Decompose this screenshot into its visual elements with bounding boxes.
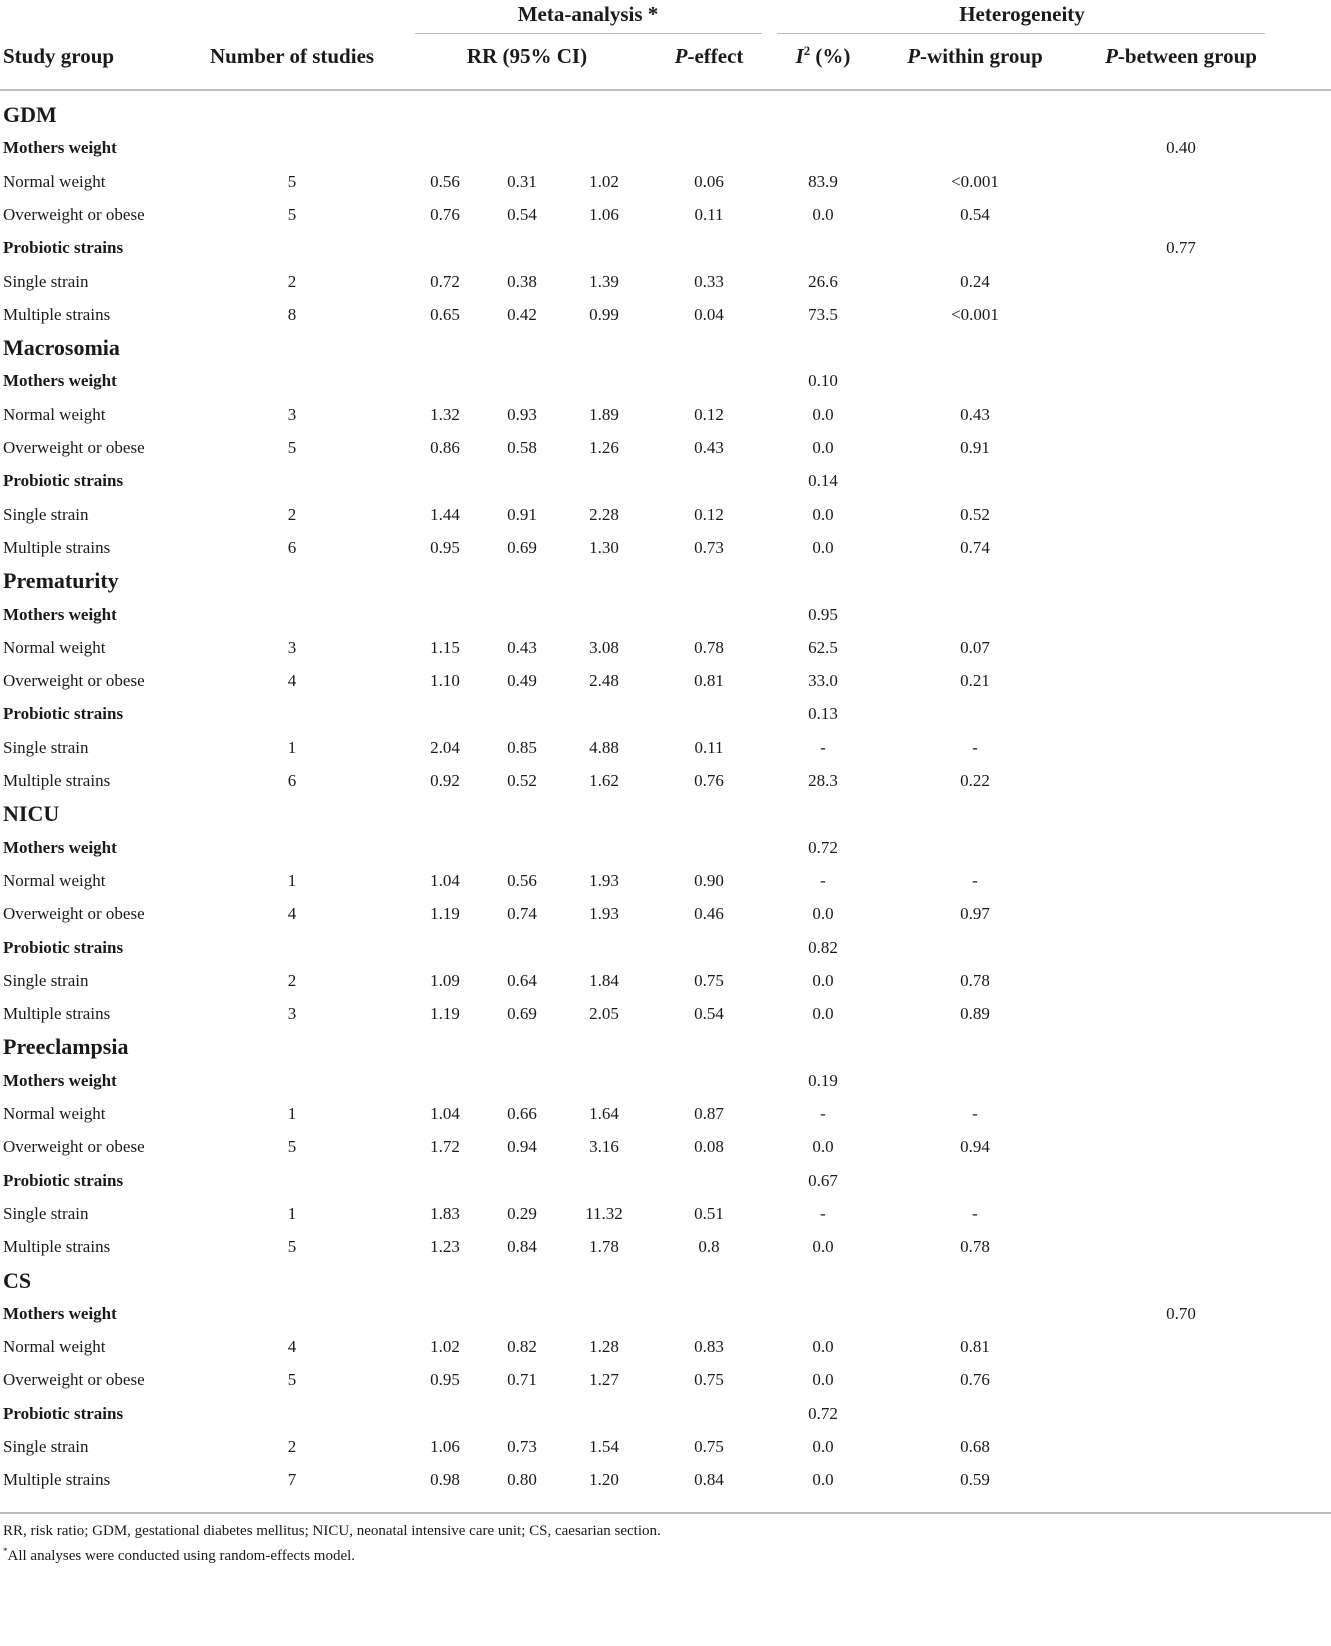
cell-p-within: 0.89: [960, 1004, 990, 1024]
subgroup-between-p: 0.77: [1166, 238, 1196, 258]
group-heading: Preeclampsia: [3, 1034, 129, 1060]
cell-ci-upper: 0.99: [589, 304, 619, 324]
cell-rr: 0.56: [430, 171, 460, 191]
cell-ci-upper: 3.16: [589, 1137, 619, 1157]
cell-p-effect: 0.84: [694, 1470, 724, 1490]
row-label: Multiple strains: [3, 304, 111, 324]
header-heterogeneity: Heterogeneity: [959, 2, 1085, 26]
group-heading: Prematurity: [3, 568, 119, 594]
row-label: Normal weight: [3, 171, 106, 191]
cell-ci-lower: 0.71: [507, 1370, 537, 1390]
cell-number-of-studies: 5: [287, 204, 297, 224]
cell-p-within: 0.94: [960, 1137, 990, 1157]
cell-ci-upper: 4.88: [589, 737, 619, 757]
cell-i2: 0.0: [812, 1237, 834, 1257]
cell-p-within: 0.76: [960, 1370, 990, 1390]
cell-p-within: 0.54: [960, 204, 990, 224]
cell-p-within: <0.001: [951, 171, 999, 191]
header-number-of-studies: Number of studies: [209, 44, 375, 68]
table-bottom-rule: [0, 1512, 1331, 1514]
cell-p-effect: 0.08: [694, 1137, 724, 1157]
cell-rr: 1.04: [430, 870, 460, 890]
cell-p-effect: 0.11: [694, 204, 724, 224]
cell-p-effect: 0.12: [694, 504, 724, 524]
cell-p-effect: 0.54: [694, 1004, 724, 1024]
cell-rr: 0.76: [430, 204, 460, 224]
cell-ci-upper: 1.26: [589, 438, 619, 457]
subgroup-between-p: 0.95: [808, 604, 838, 624]
header-p-effect: P-effect: [674, 44, 744, 68]
cell-ci-lower: 0.42: [507, 304, 537, 324]
subgroup-between-p: 0.13: [808, 704, 838, 724]
subgroup-between-p: 0.72: [808, 837, 838, 857]
cell-p-effect: 0.83: [694, 1337, 724, 1357]
cell-number-of-studies: 2: [287, 970, 297, 990]
row-label: Normal weight: [3, 637, 106, 657]
cell-p-within: -: [972, 1104, 978, 1123]
cell-p-within: 0.68: [960, 1437, 990, 1456]
row-label: Single strain: [3, 970, 89, 990]
cell-ci-upper: 2.28: [589, 504, 619, 524]
cell-p-within: 0.78: [960, 1237, 990, 1257]
subgroup-between-p: 0.40: [1166, 138, 1196, 158]
row-label: Multiple strains: [3, 537, 111, 557]
cell-ci-lower: 0.94: [507, 1137, 537, 1157]
cell-i2: 62.5: [808, 637, 838, 657]
row-label: Normal weight: [3, 1104, 106, 1123]
cell-p-within: 0.22: [960, 771, 990, 790]
cell-ci-lower: 0.31: [507, 171, 537, 191]
cell-i2: 33.0: [808, 671, 838, 691]
row-label: Overweight or obese: [3, 438, 145, 457]
cell-p-effect: 0.76: [694, 771, 724, 790]
cell-rr: 1.19: [430, 1004, 460, 1024]
cell-p-effect: 0.81: [694, 671, 724, 691]
cell-p-effect: 0.73: [694, 537, 724, 557]
subgroup-between-p: 0.14: [808, 471, 838, 491]
header-p-within-group: P-within group: [907, 44, 1043, 68]
cell-p-within: -: [972, 870, 978, 890]
cell-ci-upper: 1.84: [589, 970, 619, 990]
cell-rr: 1.72: [430, 1137, 460, 1157]
footnote-abbreviations: RR, risk ratio; GDM, gestational diabetes mellitus; NICU, neonatal intensive care unit; CS, caesarian section.: [3, 1523, 661, 1539]
cell-p-effect: 0.75: [694, 1437, 724, 1456]
cell-p-within: 0.24: [960, 271, 990, 291]
cell-ci-lower: 0.80: [507, 1470, 537, 1490]
cell-rr: 1.09: [430, 970, 460, 990]
cell-rr: 2.04: [430, 737, 460, 757]
cell-p-within: 0.74: [960, 537, 990, 557]
header-meta-analysis: Meta-analysis *: [517, 2, 659, 26]
cell-i2: 0.0: [812, 504, 834, 524]
row-label: Overweight or obese: [3, 1370, 145, 1390]
subgroup-between-p: 0.67: [808, 1170, 838, 1190]
cell-rr: 0.65: [430, 304, 460, 324]
row-label: Multiple strains: [3, 771, 111, 790]
cell-ci-upper: 2.48: [589, 671, 619, 691]
cell-ci-lower: 0.56: [507, 870, 537, 890]
subgroup-heading: Probiotic strains: [3, 1403, 124, 1423]
footnote-random-effects: *All analyses were conducted using random-effects model.: [3, 1546, 356, 1564]
subgroup-between-p: 0.10: [808, 371, 838, 391]
cell-ci-lower: 0.69: [507, 537, 537, 557]
cell-p-within: 0.59: [960, 1470, 990, 1490]
cell-ci-lower: 0.43: [507, 637, 537, 657]
cell-i2: 0.0: [812, 970, 834, 990]
cell-ci-lower: 0.58: [507, 438, 537, 457]
meta-analysis-rule: [415, 33, 762, 34]
cell-p-effect: 0.12: [694, 404, 724, 424]
cell-number-of-studies: 5: [287, 1237, 297, 1257]
cell-p-within: 0.43: [960, 404, 990, 424]
subgroup-heading: Probiotic strains: [3, 471, 124, 491]
cell-ci-upper: 11.32: [585, 1203, 623, 1223]
subgroup-heading: Mothers weight: [3, 371, 117, 391]
cell-rr: 1.19: [430, 904, 460, 924]
subgroup-between-p: 0.70: [1166, 1303, 1196, 1323]
row-label: Single strain: [3, 1437, 89, 1456]
cell-ci-lower: 0.85: [507, 737, 537, 757]
cell-number-of-studies: 1: [287, 737, 297, 757]
cell-number-of-studies: 2: [287, 504, 297, 524]
cell-p-within: -: [972, 737, 978, 757]
cell-rr: 0.95: [430, 537, 460, 557]
cell-p-within: 0.07: [960, 637, 990, 657]
cell-ci-upper: 1.20: [589, 1470, 619, 1490]
cell-number-of-studies: 3: [287, 637, 297, 657]
row-label: Single strain: [3, 1203, 89, 1223]
cell-ci-upper: 1.30: [589, 537, 619, 557]
subgroup-between-p: 0.19: [808, 1070, 838, 1090]
group-heading: Macrosomia: [3, 335, 120, 361]
subgroup-heading: Mothers weight: [3, 604, 117, 624]
group-heading: CS: [3, 1267, 32, 1293]
group-heading: NICU: [3, 801, 60, 827]
cell-ci-upper: 1.02: [589, 171, 619, 191]
cell-p-within: 0.97: [960, 904, 990, 924]
row-label: Normal weight: [3, 404, 106, 424]
cell-i2: 0.0: [812, 1137, 834, 1157]
heterogeneity-rule: [777, 33, 1265, 34]
subgroup-between-p: 0.72: [808, 1403, 838, 1423]
cell-i2: 0.0: [812, 204, 834, 224]
cell-rr: 0.98: [430, 1470, 460, 1490]
cell-p-effect: 0.33: [694, 271, 724, 291]
cell-ci-lower: 0.52: [507, 771, 537, 790]
row-label: Single strain: [3, 504, 89, 524]
row-label: Overweight or obese: [3, 671, 145, 691]
cell-number-of-studies: 4: [287, 1337, 297, 1357]
cell-i2: 26.6: [808, 271, 838, 291]
cell-number-of-studies: 5: [287, 171, 297, 191]
cell-rr: 1.15: [430, 637, 460, 657]
cell-p-effect: 0.11: [694, 737, 724, 757]
cell-p-within: 0.91: [960, 438, 990, 457]
cell-i2: 0.0: [812, 1337, 834, 1357]
cell-p-within: <0.001: [951, 304, 999, 324]
cell-ci-upper: 1.62: [589, 771, 619, 790]
cell-rr: 1.10: [430, 671, 460, 691]
cell-ci-lower: 0.74: [507, 904, 537, 924]
cell-number-of-studies: 8: [287, 304, 297, 324]
cell-rr: 1.06: [430, 1437, 460, 1456]
cell-p-effect: 0.51: [694, 1203, 724, 1223]
cell-i2: 73.5: [808, 304, 838, 324]
cell-ci-upper: 1.54: [589, 1437, 619, 1456]
cell-i2: 83.9: [808, 171, 838, 191]
cell-i2: 0.0: [812, 1470, 834, 1490]
cell-i2: 0.0: [812, 404, 834, 424]
header-p-between-group: P-between group: [1105, 44, 1257, 68]
cell-number-of-studies: 4: [287, 904, 297, 924]
header-i2: $I^2$ (%): [795, 44, 851, 68]
cell-rr: 1.83: [430, 1203, 460, 1223]
cell-ci-lower: 0.91: [507, 504, 537, 524]
cell-ci-upper: 2.05: [589, 1004, 619, 1024]
subgroup-heading: Probiotic strains: [3, 1170, 124, 1190]
row-label: Multiple strains: [3, 1004, 111, 1024]
cell-p-effect: 0.04: [694, 304, 724, 324]
cell-i2: -: [820, 1104, 826, 1123]
cell-number-of-studies: 4: [287, 671, 297, 691]
cell-ci-lower: 0.38: [507, 271, 537, 291]
cell-i2: 28.3: [808, 771, 838, 790]
subgroup-heading: Mothers weight: [3, 1070, 117, 1090]
cell-p-within: 0.78: [960, 970, 990, 990]
cell-ci-upper: 1.93: [589, 904, 619, 924]
cell-ci-upper: 1.28: [589, 1337, 619, 1357]
cell-i2: -: [820, 737, 826, 757]
cell-i2: 0.0: [812, 537, 834, 557]
cell-p-effect: 0.75: [694, 970, 724, 990]
cell-i2: 0.0: [812, 1437, 834, 1456]
row-label: Multiple strains: [3, 1237, 111, 1257]
cell-ci-upper: 1.39: [589, 271, 619, 291]
cell-i2: 0.0: [812, 904, 834, 924]
cell-p-within: 0.21: [960, 671, 990, 691]
row-label: Single strain: [3, 271, 89, 291]
cell-ci-lower: 0.84: [507, 1237, 537, 1257]
cell-ci-lower: 0.69: [507, 1004, 537, 1024]
cell-rr: 0.92: [430, 771, 460, 790]
header-study-group: Study group: [3, 44, 115, 68]
row-label: Normal weight: [3, 1337, 106, 1357]
cell-ci-lower: 0.49: [507, 671, 537, 691]
cell-ci-upper: 1.06: [589, 204, 619, 224]
cell-ci-lower: 0.29: [507, 1203, 537, 1223]
cell-i2: 0.0: [812, 1370, 834, 1390]
header-bottom-rule: [0, 89, 1331, 91]
subgroup-heading: Probiotic strains: [3, 937, 124, 957]
cell-number-of-studies: 3: [287, 1004, 297, 1024]
subgroup-heading: Probiotic strains: [3, 704, 124, 724]
row-label: Overweight or obese: [3, 1137, 145, 1157]
cell-rr: 1.44: [430, 504, 460, 524]
subgroup-heading: Mothers weight: [3, 1303, 117, 1323]
cell-number-of-studies: 6: [287, 771, 297, 790]
group-heading: GDM: [3, 102, 57, 127]
cell-p-within: -: [972, 1203, 978, 1223]
cell-number-of-studies: 5: [287, 1370, 297, 1390]
cell-ci-upper: 1.78: [589, 1237, 619, 1257]
cell-number-of-studies: 6: [287, 537, 297, 557]
cell-number-of-studies: 1: [287, 870, 297, 890]
cell-i2: 0.0: [812, 1004, 834, 1024]
cell-number-of-studies: 1: [287, 1203, 297, 1223]
cell-ci-lower: 0.64: [507, 970, 537, 990]
cell-number-of-studies: 2: [287, 271, 297, 291]
cell-rr: 0.72: [430, 271, 460, 291]
cell-ci-lower: 0.73: [507, 1437, 537, 1456]
cell-ci-upper: 3.08: [589, 637, 619, 657]
cell-ci-upper: 1.93: [589, 870, 619, 890]
row-label: Multiple strains: [3, 1470, 111, 1490]
row-label: Normal weight: [3, 870, 106, 890]
cell-i2: -: [820, 1203, 826, 1223]
cell-p-effect: 0.43: [694, 438, 724, 457]
subgroup-between-p: 0.82: [808, 937, 838, 957]
subgroup-heading: Mothers weight: [3, 138, 117, 158]
subgroup-heading: Probiotic strains: [3, 238, 124, 258]
cell-p-within: 0.52: [960, 504, 990, 524]
header-rr-95ci: RR (95% CI): [466, 44, 588, 68]
cell-rr: 1.02: [430, 1337, 460, 1357]
cell-number-of-studies: 5: [287, 438, 297, 457]
cell-ci-upper: 1.27: [589, 1370, 619, 1390]
cell-p-effect: 0.75: [694, 1370, 724, 1390]
cell-ci-lower: 0.93: [507, 404, 537, 424]
cell-number-of-studies: 1: [287, 1104, 297, 1123]
cell-rr: 1.32: [430, 404, 460, 424]
cell-p-effect: 0.06: [694, 171, 724, 191]
cell-ci-upper: 1.64: [589, 1104, 619, 1123]
cell-rr: 0.95: [430, 1370, 460, 1390]
cell-p-effect: 0.90: [694, 870, 724, 890]
cell-p-effect: 0.46: [694, 904, 724, 924]
row-label: Overweight or obese: [3, 904, 145, 924]
cell-p-effect: 0.78: [694, 637, 724, 657]
cell-number-of-studies: 2: [287, 1437, 297, 1456]
cell-number-of-studies: 7: [287, 1470, 297, 1490]
cell-ci-lower: 0.82: [507, 1337, 537, 1357]
cell-i2: 0.0: [812, 438, 834, 457]
cell-p-within: 0.81: [960, 1337, 990, 1357]
cell-number-of-studies: 3: [287, 404, 297, 424]
cell-rr: 1.23: [430, 1237, 460, 1257]
cell-rr: 1.04: [430, 1104, 460, 1123]
row-label: Overweight or obese: [3, 204, 145, 224]
cell-p-effect: 0.87: [694, 1104, 724, 1123]
cell-ci-upper: 1.89: [589, 404, 619, 424]
row-label: Single strain: [3, 737, 89, 757]
cell-rr: 0.86: [430, 438, 460, 457]
cell-i2: -: [820, 870, 826, 890]
cell-number-of-studies: 5: [287, 1137, 297, 1157]
cell-p-effect: 0.8: [698, 1237, 720, 1257]
cell-ci-lower: 0.66: [507, 1104, 537, 1123]
cell-ci-lower: 0.54: [507, 204, 537, 224]
subgroup-heading: Mothers weight: [3, 837, 117, 857]
